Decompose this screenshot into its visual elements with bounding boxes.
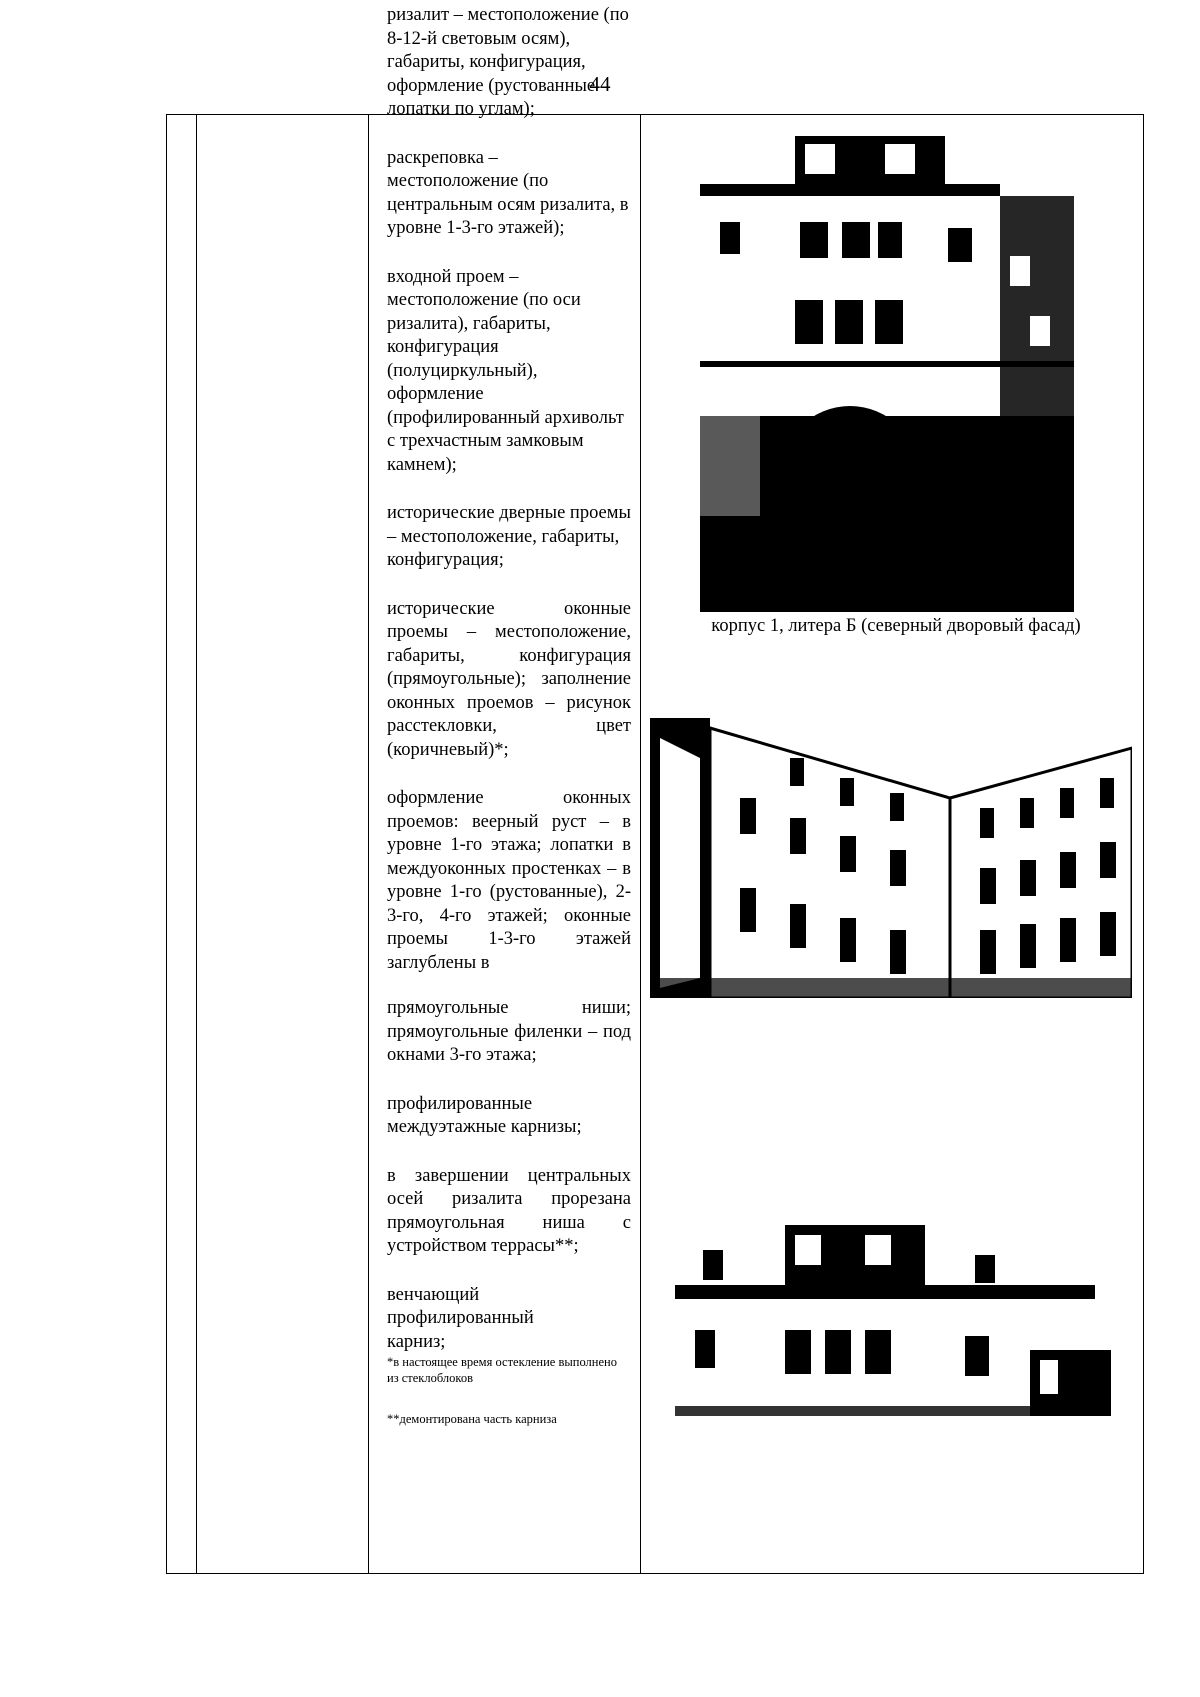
footnote-2: **демонтирована часть карниза xyxy=(387,1412,557,1426)
photo-caption: корпус 1, литера Б (северный дворовый фасад) xyxy=(711,616,1081,636)
text-cornices: профилированные междуэтажные карнизы; xyxy=(387,1093,582,1137)
text-rizalit: ризалит – местоположение (по 8-12-й световым осям), габариты, конфигурация, оформление (рустованные лопатки по углам); xyxy=(387,5,629,119)
text-entrance: входной проем – местоположение (по оси ризалита), габариты, конфигурация (полуциркульный), оформление (профилированный архивольт с трехчастным замковым камнем); xyxy=(387,266,624,475)
courtyard-photo xyxy=(650,718,1132,998)
column-divider-2 xyxy=(368,115,369,1573)
column-divider-1 xyxy=(196,115,197,1573)
footnote-1: *в настоящее время остекление выполнено из стеклоблоков xyxy=(387,1355,617,1385)
text-niches: прямоугольные ниши; прямоугольные филенки – под окнами 3-го этажа; xyxy=(387,998,631,1065)
terrace-detail-photo xyxy=(675,1210,1111,1416)
text-window-decoration: оформление оконных проемов: веерный руст – в уровне 1-го этажа; лопатки в междуоконных простенках – в уровне 1-го (рустованные), 2-3-го, 4-го этажей; оконные проемы 1-3-го этажей заглублены в xyxy=(387,788,631,973)
text-terrace: в завершении центральных осей ризалита прорезана прямоугольная ниша с устройством террасы**; xyxy=(387,1165,631,1256)
subject-description-column xyxy=(387,4,631,1452)
column-divider-3 xyxy=(640,115,641,1573)
facade-photo-arch xyxy=(700,116,1074,612)
text-doors: исторические дверные проемы – местоположение, габариты, конфигурация; xyxy=(387,503,631,570)
page-number: 44 xyxy=(589,72,611,96)
text-raskrepovka: раскреповка – местоположение (по центральным осям ризалита, в уровне 1-3-го этажей); xyxy=(387,147,629,238)
text-crowning-cornice: венчающий профилированный карниз; xyxy=(387,1284,534,1352)
text-windows: исторические оконные проемы – местоположение, габариты, конфигурация (прямоугольные); заполнение оконных проемов – рисунок расстекловки, цвет (коричневый)*; xyxy=(387,598,631,760)
